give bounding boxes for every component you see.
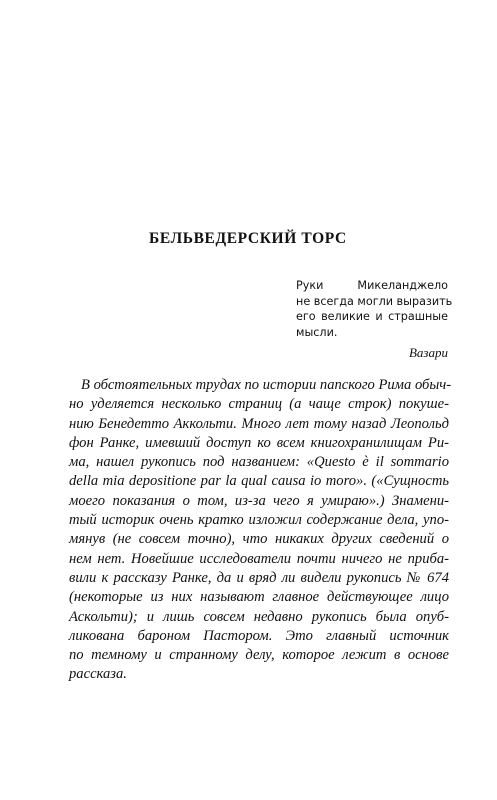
text-line: мянув (не совсем точно), что никаких других сведений о [69,531,449,548]
text-line: В обстоятельных трудах по истории папского Рима обыч- [81,377,452,393]
text-line: по темному и странному делу, которое лежит в основе [69,647,449,664]
text-line: нию Бенедетто Аккольти. Много лет тому назад Леопольд [69,415,449,432]
epigraph-author: Вазари [408,345,448,360]
epigraph-line: мысли. [296,325,338,339]
epigraph-line: не всегда могли выразить [296,294,453,308]
body-paragraph [69,376,452,685]
epigraph-line: его великие и страшные [296,310,448,323]
text-line: (некоторые из них называют главное действующее лицо [69,589,449,606]
text-line: но уделяется несколько страниц (а чаще строк) покуше- [69,396,449,413]
text-line: ликована бароном Пастором. Это главный источник [69,627,449,644]
text-line: вили к рассказу Ранке, да и вряд ли видели рукопись № 674 [69,569,449,586]
text-line: фон Ранке, имевший доступ ко всем книгохранилищам Ри- [69,434,449,451]
text-line: тый историк очень кратко изложил содержание дела, упо- [69,512,449,529]
text-line: моего показания о том, из-за чего я умираю».) Знамени- [69,492,449,509]
epigraph-line: Руки Микеланджело [296,279,448,292]
text-line: della mia depositione par la qual causa io moro». («Сущность [69,473,449,490]
text-line: ма, нашел рукопись под названием: «Questo è il sommario [69,454,449,471]
epigraph [296,278,453,361]
text-line: рассказа. [69,666,127,683]
chapter-title: БЕЛЬВЕДЕРСКИЙ ТОРС [149,230,347,247]
text-line: нем нет. Новейшие исследователи почти ничего не приба- [69,550,449,567]
text-line: Аскольти); и лишь совсем недавно рукопись была опуб- [69,608,449,625]
